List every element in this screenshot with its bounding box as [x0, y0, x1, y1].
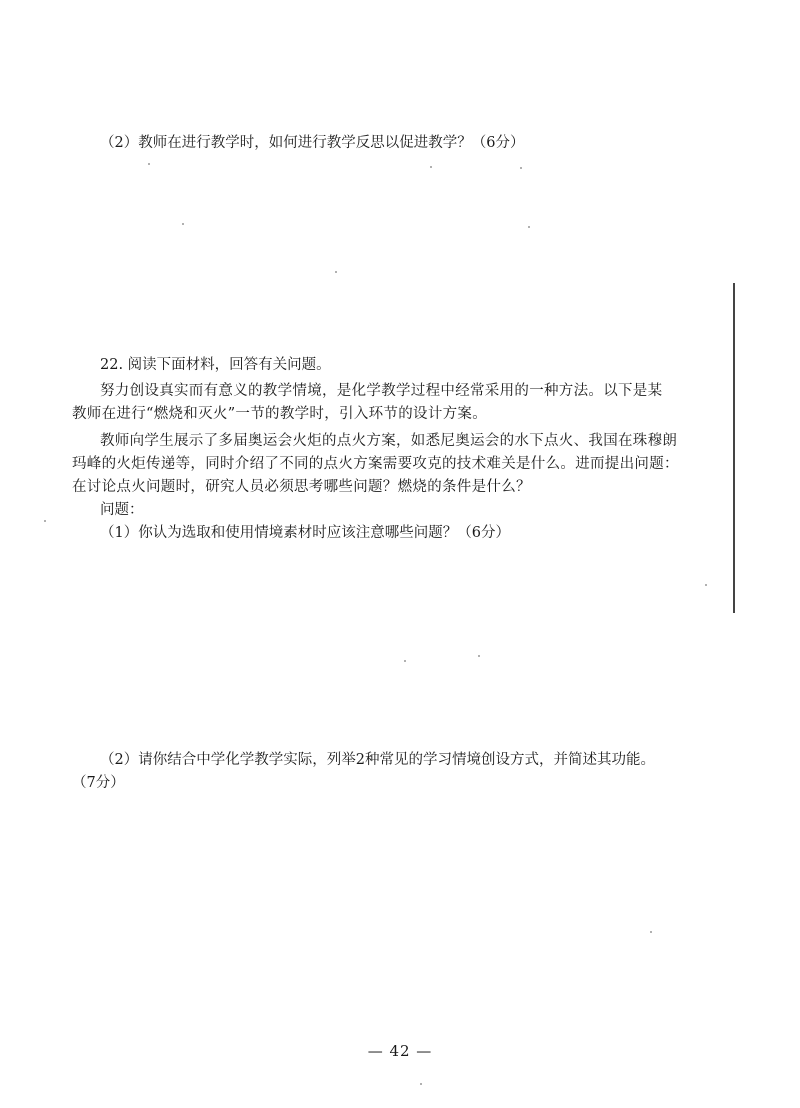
page-number: — 42 — [367, 1042, 433, 1060]
material-paragraph-1-line-1: 努力创设真实而有意义的教学情境，是化学教学过程中经常采用的一种方法。以下是某 [100, 383, 663, 399]
scan-speck [182, 223, 184, 225]
material-paragraph-1-line-2: 教师在进行“燃烧和灭火”一节的教学时，引入环节的设计方案。 [72, 406, 488, 422]
material-paragraph-2-line-3: 在讨论点火问题时，研究人员必须思考哪些问题？燃烧的条件是什么？ [72, 479, 531, 495]
questions-label: 问题： [100, 502, 144, 518]
question-22-part-1: （1）你认为选取和使用情境素材时应该注意哪些问题？（6分） [100, 525, 510, 541]
material-paragraph-2-line-2: 玛峰的火炬传递等，同时介绍了不同的点火方案需要攻克的技术难关是什么。进而提出问题： [72, 456, 679, 472]
scan-speck [335, 271, 337, 273]
scan-speck [148, 163, 150, 165]
scan-speck [520, 167, 522, 169]
scan-speck [528, 226, 530, 228]
scan-speck [404, 660, 406, 662]
question-21-part-2: （2）教师在进行教学时，如何进行教学反思以促进教学？（6分） [100, 135, 525, 151]
scan-speck [430, 166, 432, 168]
scan-speck [478, 655, 480, 657]
scan-speck [420, 1083, 422, 1085]
question-22-heading: 22. 阅读下面材料，回答有关问题。 [100, 357, 331, 373]
question-22-part-2-line-2: （7分） [72, 775, 125, 791]
scan-speck [44, 520, 46, 522]
scan-speck [705, 584, 707, 586]
question-22-part-2-line-1: （2）请你结合中学化学教学实际，列举2种常见的学习情境创设方式，并简述其功能。 [100, 752, 655, 768]
scan-margin-line [733, 283, 735, 613]
material-paragraph-2-line-1: 教师向学生展示了多届奥运会火炬的点火方案，如悉尼奥运会的水下点火、我国在珠穆朗 [100, 433, 678, 449]
scan-speck [650, 931, 652, 933]
